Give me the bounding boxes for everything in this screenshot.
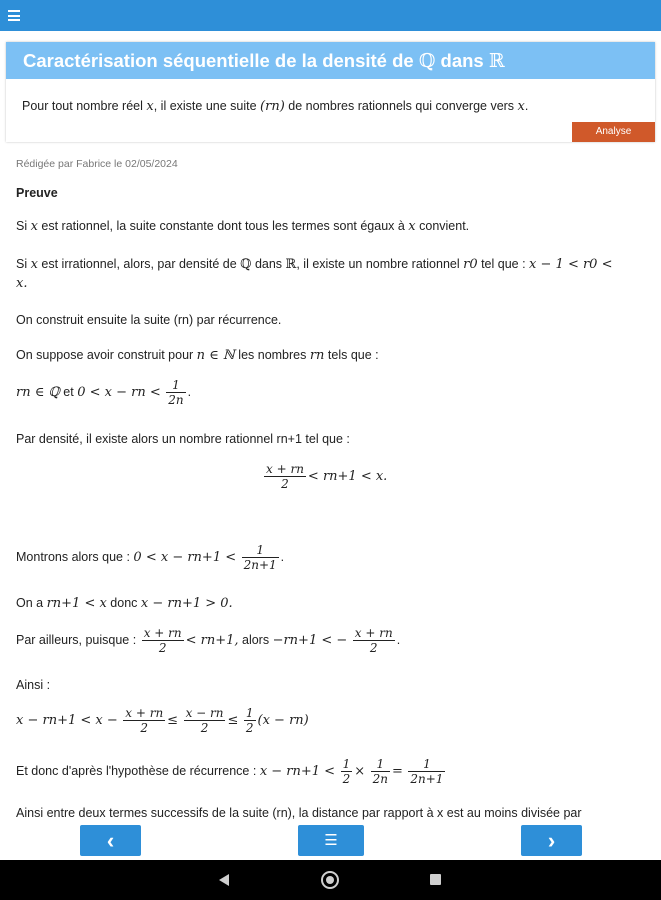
proof-line-2 bbox=[16, 257, 612, 272]
fraction bbox=[353, 626, 395, 655]
l2e: tel que : bbox=[477, 257, 530, 271]
l12b: ≤ bbox=[167, 712, 179, 728]
hamburger-menu-icon[interactable] bbox=[8, 10, 20, 21]
fraction bbox=[264, 462, 306, 491]
fraction bbox=[244, 706, 256, 735]
fraction bbox=[123, 706, 165, 735]
chevron-right-icon: › bbox=[547, 828, 556, 853]
frac-den: 2 bbox=[342, 772, 351, 786]
l8b: 0 < x − rn+1 < bbox=[133, 549, 237, 565]
l2x: x bbox=[30, 257, 38, 272]
title-text: Caractérisation séquentielle de la densité de bbox=[23, 50, 419, 71]
l1x2: x bbox=[408, 219, 416, 234]
l1x: x bbox=[30, 219, 38, 234]
l9a: On a bbox=[16, 596, 47, 610]
l2ineq: x − 1 < r0 < bbox=[529, 257, 613, 272]
system-home-icon[interactable] bbox=[321, 871, 339, 889]
frac-den: 2n+1 bbox=[243, 558, 277, 572]
list-icon: ☰ bbox=[324, 832, 338, 849]
frac-den: 2 bbox=[140, 721, 149, 735]
proof-line-1 bbox=[16, 219, 469, 234]
proof-line-9 bbox=[16, 596, 233, 611]
fraction bbox=[184, 706, 226, 735]
l1b: est rationnel, la suite constante dont tous les termes sont égaux à bbox=[37, 219, 409, 233]
frac-num: 1 bbox=[371, 757, 390, 772]
theorem-title bbox=[6, 42, 655, 79]
l9c: donc bbox=[106, 596, 141, 610]
fraction bbox=[142, 626, 184, 655]
l8a: Montrons alors que : bbox=[16, 549, 134, 564]
title-q-symbol: ℚ bbox=[418, 50, 436, 72]
system-navigation-bar bbox=[0, 860, 661, 900]
statement-b: , il existe une suite bbox=[153, 99, 261, 113]
l2c: dans bbox=[251, 257, 286, 271]
proof-line-10 bbox=[16, 626, 400, 655]
l5a: rn ∈ ℚ bbox=[16, 384, 60, 400]
analyse-button[interactable]: Analyse bbox=[572, 122, 655, 142]
proof-line-11: Ainsi : bbox=[16, 678, 51, 692]
proof-line-6: Par densité, il existe alors un nombre rationnel rn+1 tel que : bbox=[16, 432, 350, 446]
frac-den: 2n+1 bbox=[410, 772, 444, 786]
proof-line-8 bbox=[16, 543, 284, 572]
l10b: < rn+1, bbox=[185, 632, 239, 648]
l4rn: rn bbox=[309, 348, 325, 363]
proof-line-12 bbox=[16, 706, 309, 735]
proof-line-4 bbox=[16, 348, 379, 363]
proof-line-7 bbox=[262, 462, 387, 491]
prev-button[interactable] bbox=[80, 825, 141, 856]
l13a: Et donc d'après l'hypothèse de récurrence : bbox=[16, 763, 260, 778]
author-date: Rédigée par Fabrice le 02/05/2024 bbox=[16, 158, 178, 170]
l4a: On suppose avoir construit pour bbox=[16, 348, 197, 362]
l10c: alors bbox=[238, 632, 273, 647]
l2q: ℚ bbox=[240, 257, 252, 272]
frac-num: x + rn bbox=[266, 462, 304, 476]
l5b: et bbox=[59, 384, 78, 399]
frac-den: 2 bbox=[200, 721, 209, 735]
l7end: < rn+1 < x. bbox=[307, 468, 388, 484]
l12a: x − rn+1 < x − bbox=[16, 712, 118, 728]
fraction bbox=[341, 757, 353, 786]
list-button[interactable] bbox=[298, 825, 364, 856]
l2r0: r0 bbox=[463, 257, 478, 272]
l1c: convient. bbox=[415, 219, 470, 233]
l10end: . bbox=[396, 632, 401, 647]
proof-line-13 bbox=[16, 757, 447, 786]
fraction bbox=[166, 378, 185, 407]
l5end: . bbox=[187, 384, 192, 399]
l10d: −rn+1 < − bbox=[272, 632, 348, 648]
statement-d: . bbox=[524, 99, 529, 113]
frac-num: x + rn bbox=[143, 626, 182, 640]
frac-num: 1 bbox=[408, 757, 445, 772]
l4c: tels que : bbox=[324, 348, 379, 362]
title-mid: dans bbox=[435, 50, 489, 71]
fraction bbox=[408, 757, 445, 786]
frac-den: 2 bbox=[369, 641, 378, 655]
frac-den: 2 bbox=[245, 721, 254, 735]
l4b: les nombres bbox=[234, 348, 310, 362]
statement-seq: (rn) bbox=[260, 99, 285, 114]
l12d: (x − rn) bbox=[257, 712, 309, 728]
proof-line-14: Ainsi entre deux termes successifs de la suite (rn), la distance par rapport à x est au moins divisée par bbox=[16, 806, 582, 820]
l1a: Si bbox=[16, 219, 31, 233]
l9d: x − rn+1 > 0. bbox=[140, 596, 233, 611]
proof-line-5 bbox=[16, 378, 191, 407]
system-back-icon[interactable] bbox=[219, 874, 229, 886]
frac-num: 1 bbox=[242, 543, 279, 558]
l2d: , il existe un nombre rationnel bbox=[296, 257, 464, 271]
theorem-card bbox=[6, 42, 655, 142]
l2b: est irrationnel, alors, par densité de bbox=[37, 257, 241, 271]
l4n: n ∈ ℕ bbox=[196, 348, 235, 363]
next-button[interactable] bbox=[521, 825, 582, 856]
fraction bbox=[371, 757, 390, 786]
frac-num: 1 bbox=[342, 757, 351, 771]
l8end: . bbox=[280, 549, 285, 564]
l9b: rn+1 < x bbox=[46, 596, 107, 611]
statement-x2: x bbox=[517, 99, 525, 114]
l2r: ℝ bbox=[285, 257, 297, 272]
l10a: Par ailleurs, puisque : bbox=[16, 632, 140, 647]
chevron-left-icon: ‹ bbox=[106, 828, 115, 853]
theorem-statement bbox=[6, 79, 655, 114]
fraction bbox=[242, 543, 279, 572]
proof-line-3: On construit ensuite la suite (rn) par récurrence. bbox=[16, 313, 282, 327]
statement-a: Pour tout nombre réel bbox=[22, 99, 147, 113]
proof-title: Preuve bbox=[16, 186, 58, 200]
title-r-symbol: ℝ bbox=[488, 50, 505, 72]
l12c: ≤ bbox=[227, 712, 239, 728]
bottom-navigation bbox=[0, 822, 661, 860]
l13d: = bbox=[391, 763, 403, 779]
statement-c: de nombres rationnels qui converge vers bbox=[284, 99, 518, 113]
statement-x: x bbox=[146, 99, 154, 114]
frac-num: x + rn bbox=[354, 626, 393, 640]
top-app-bar bbox=[0, 0, 661, 31]
l2a: Si bbox=[16, 257, 31, 271]
frac-den: 2n bbox=[372, 772, 388, 786]
frac-num: x + rn bbox=[125, 706, 164, 720]
frac-num: 1 bbox=[245, 706, 254, 720]
frac-den: 2 bbox=[158, 641, 167, 655]
frac-den: 2n bbox=[168, 393, 184, 407]
l5c: 0 < x − rn < bbox=[77, 384, 161, 400]
proof-line-2-cont: x. bbox=[16, 276, 28, 291]
l13c: × bbox=[354, 763, 366, 779]
frac-den: 2 bbox=[281, 477, 289, 491]
frac-num: 1 bbox=[166, 378, 185, 393]
l13b: x − rn+1 < bbox=[259, 763, 336, 779]
system-recent-icon[interactable] bbox=[430, 874, 441, 885]
frac-num: x − rn bbox=[185, 706, 224, 720]
